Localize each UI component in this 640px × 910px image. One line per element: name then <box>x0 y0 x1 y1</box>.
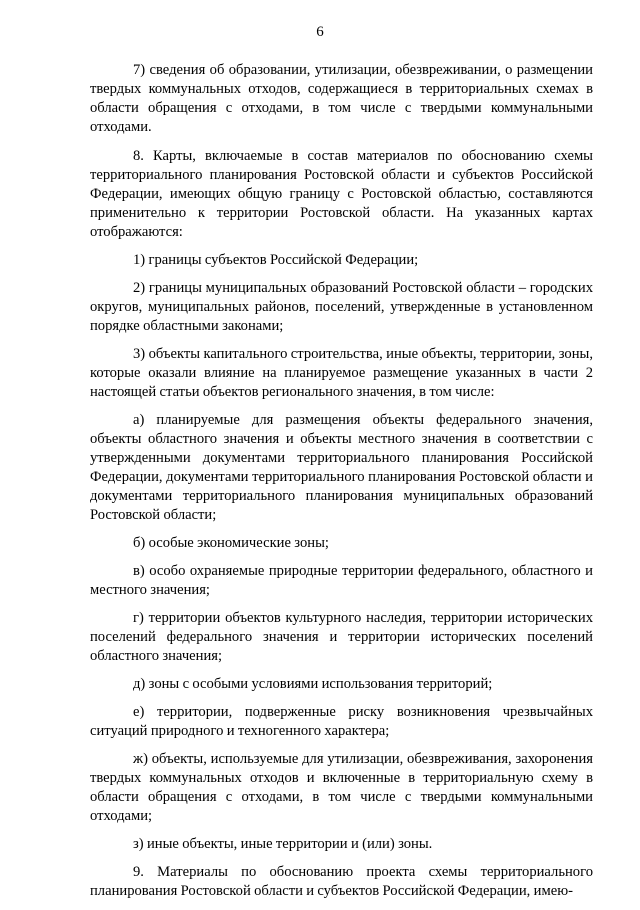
paragraph-subitem-e: е) территории, подверженные риску возникновения чрезвычайных ситуаций природного и техногенного характера; <box>90 704 593 739</box>
paragraph-subitem-v: в) особо охраняемые природные территории федерального, областного и местного значения; <box>90 563 593 598</box>
paragraph-subitem-d: д) зоны с особыми условиями использования территорий; <box>133 676 493 692</box>
paragraph-subitem-g: г) территории объектов культурного наследия, территории исторических поселений федерального значения и территории исторических поселений областного значения; <box>90 610 593 664</box>
paragraph-subitem-z: з) иные объекты, иные территории и (или) зоны. <box>133 836 433 852</box>
paragraph-subitem-zh: ж) объекты, используемые для утилизации, обезвреживания, захоронения твердых коммунальных отходов и включенные в территориальную схему в области обращения с отходами, в том числе с твердыми коммунальными отходами; <box>90 751 593 824</box>
paragraph-item-3: 3) объекты капитального строительства, иные объекты, территории, зоны, которые оказали влияние на планируемое размещение указанных в части 2 настоящей статьи объектов регионального значения, в том числе: <box>90 346 593 400</box>
page-number: 6 <box>316 24 324 40</box>
paragraph-article-9: 9. Материалы по обоснованию проекта схемы территориального планирования Ростовской области и субъектов Российской Федерации, имею- <box>90 864 593 899</box>
paragraph-item-1: 1) границы субъектов Российской Федерации; <box>133 252 419 268</box>
paragraph-article-8: 8. Карты, включаемые в состав материалов по обоснованию схемы территориального планирования Ростовской области и субъектов Российской Федерации, имеющих общую границу с Ростовской областью, составляются применительно к территории Ростовской области. На указанных картах отображаются: <box>90 148 593 240</box>
paragraph-subitem-b: б) особые экономические зоны; <box>133 535 329 551</box>
document-body <box>90 61 593 910</box>
paragraph-item-2: 2) границы муниципальных образований Ростовской области – городских округов, муниципальных районов, поселений, утвержденные в установленном порядке областными законами; <box>90 280 593 334</box>
paragraph-item-7: 7) сведения об образовании, утилизации, обезвреживании, о размещении твердых коммунальных отходов, содержащиеся в территориальных схемах в области обращения с отходами, в том числе с твердыми коммунальными отходами. <box>90 62 593 135</box>
paragraph-subitem-a: а) планируемые для размещения объекты федерального значения, объекты областного значения и объекты местного значения в соответствии с утвержденными документами территориального планирования Российской Федерации, документами территориального планирования Ростовской области и документами территориального планирования муниципальных образований Ростовской области; <box>90 412 593 523</box>
